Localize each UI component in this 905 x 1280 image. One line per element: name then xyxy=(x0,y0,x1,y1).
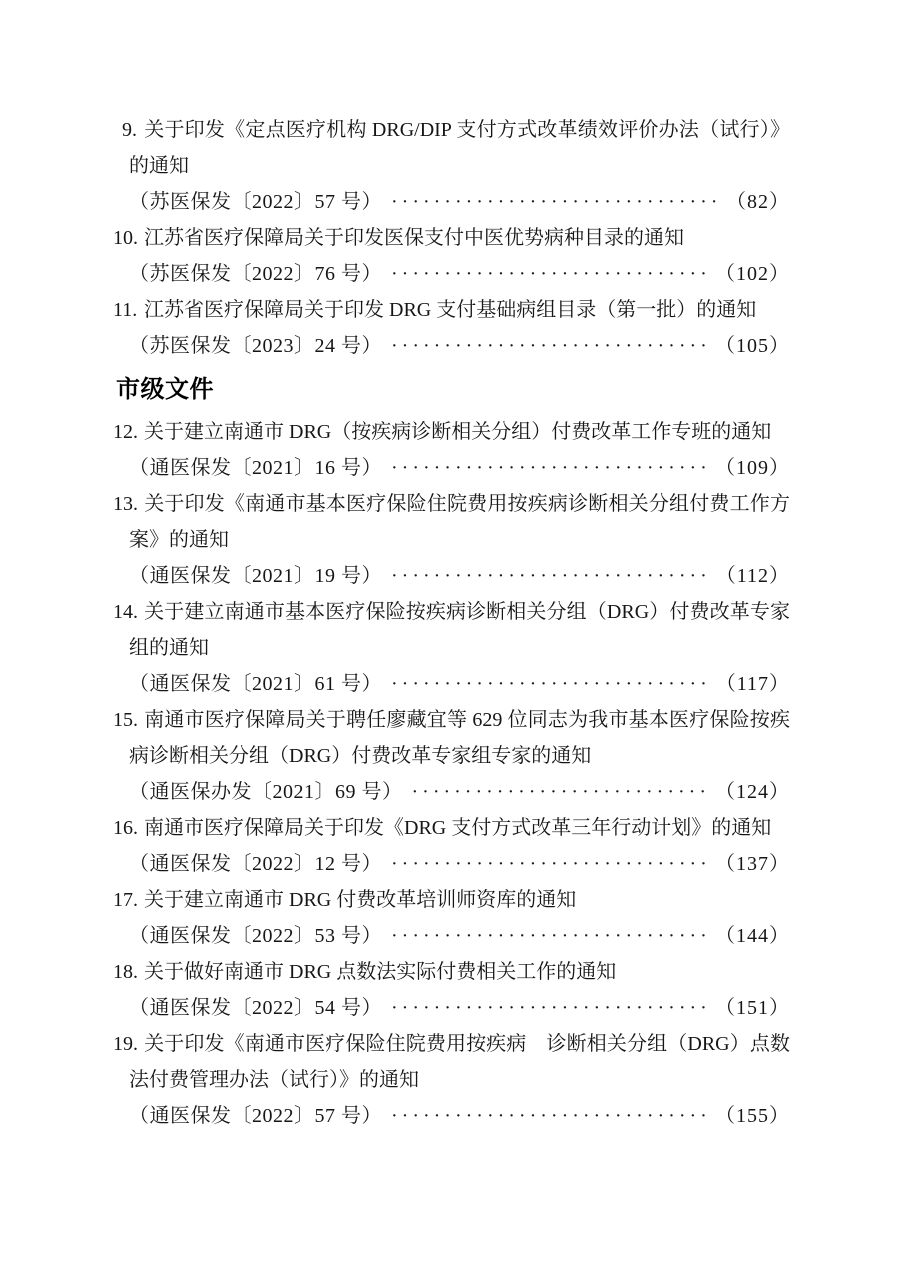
toc-entry-title xyxy=(113,1026,790,1098)
dot-leader xyxy=(391,450,705,486)
toc-entry xyxy=(113,220,790,292)
dot-leader xyxy=(412,774,706,810)
dot-leader xyxy=(391,666,706,702)
toc-entry xyxy=(113,882,790,954)
toc-entry-number: 19. xyxy=(113,1033,138,1055)
toc-entry-ref-line xyxy=(113,990,790,1026)
toc-entry xyxy=(113,594,790,702)
dot-leader xyxy=(391,184,716,220)
section-heading-city-documents: 市级文件 xyxy=(116,376,214,403)
toc-entry-title-text: 关于建立南通市 DRG 付费改革培训师资库的通知 xyxy=(144,889,577,911)
toc-entry-title xyxy=(113,112,790,184)
toc-entry-page-number: （117） xyxy=(715,673,790,695)
toc-entry-title xyxy=(113,882,790,918)
toc-entry-title xyxy=(113,954,790,990)
toc-entry-page-number: （109） xyxy=(715,457,790,479)
toc-entry-title-text: 关于印发《南通市医疗保险住院费用按疾病 诊断相关分组（DRG）点数法付费管理办法（试行）》的通知 xyxy=(129,1033,790,1091)
dot-leader xyxy=(391,846,705,882)
toc-entry-doc-number: （通医保办发〔2021〕69 号） xyxy=(129,781,403,803)
toc-entry-number: 11. xyxy=(113,299,138,321)
toc-entry-title-text: 江苏省医疗保障局关于印发 DRG 支付基础病组目录（第一批）的通知 xyxy=(144,299,757,321)
toc-entry-page-number: （124） xyxy=(715,781,790,803)
toc-entry-title xyxy=(113,414,790,450)
toc-entry-number: 17. xyxy=(113,889,138,911)
toc-entry-number: 13. xyxy=(113,493,138,515)
toc-entry-title-text: 关于做好南通市 DRG 点数法实际付费相关工作的通知 xyxy=(144,961,617,983)
toc-entry-title-text: 关于印发《南通市基本医疗保险住院费用按疾病诊断相关分组付费工作方案》的通知 xyxy=(129,493,790,551)
toc-entry-title xyxy=(113,486,790,558)
toc-entry-page-number: （144） xyxy=(715,925,790,947)
toc-entry-ref-line xyxy=(113,256,790,292)
toc-entry-doc-number: （通医保发〔2022〕53 号） xyxy=(129,925,382,947)
toc-entry-doc-number: （通医保发〔2021〕19 号） xyxy=(129,565,382,587)
toc-entry-number: 15. xyxy=(113,709,138,731)
toc-entry-ref-line xyxy=(113,666,790,702)
toc-entry-ref-line xyxy=(113,328,790,364)
toc-entry-ref-line xyxy=(113,184,790,220)
toc-entry-title xyxy=(113,702,790,774)
toc-entry-number: 9. xyxy=(122,119,137,141)
toc-entry-ref-line xyxy=(113,846,790,882)
toc-entry xyxy=(113,414,790,486)
toc-entry-title-text: 关于建立南通市基本医疗保险按疾病诊断相关分组（DRG）付费改革专家组的通知 xyxy=(129,601,790,659)
toc-entry xyxy=(113,292,790,364)
toc-entry-page-number: （112） xyxy=(715,565,790,587)
toc-entry-doc-number: （通医保发〔2022〕12 号） xyxy=(129,853,382,875)
toc-entry-title-text: 关于印发《定点医疗机构 DRG/DIP 支付方式改革绩效评价办法（试行）》的通知 xyxy=(129,119,790,177)
toc-entry-title xyxy=(113,292,790,328)
dot-leader xyxy=(391,990,705,1026)
toc-entry-page-number: （82） xyxy=(726,191,790,213)
toc-entry-ref-line xyxy=(113,774,790,810)
toc-entry-title-text: 南通市医疗保障局关于印发《DRG 支付方式改革三年行动计划》的通知 xyxy=(144,817,772,839)
toc-entry-number: 12. xyxy=(113,421,138,443)
toc-entry-doc-number: （通医保发〔2021〕61 号） xyxy=(129,673,382,695)
toc-entry-page-number: （105） xyxy=(715,335,790,357)
toc-entry xyxy=(113,702,790,810)
toc-entry-doc-number: （苏医保发〔2023〕24 号） xyxy=(129,335,382,357)
toc-entry-title-text: 江苏省医疗保障局关于印发医保支付中医优势病种目录的通知 xyxy=(144,227,684,249)
toc-entry xyxy=(113,1026,790,1134)
dot-leader xyxy=(391,328,705,364)
dot-leader xyxy=(391,256,705,292)
toc-entry-doc-number: （通医保发〔2022〕57 号） xyxy=(129,1105,382,1127)
toc-entry-page-number: （155） xyxy=(715,1105,790,1127)
toc-entry-doc-number: （苏医保发〔2022〕57 号） xyxy=(129,191,382,213)
toc-entry-title xyxy=(113,594,790,666)
toc-entry-ref-line xyxy=(113,558,790,594)
toc-entry-title-text: 关于建立南通市 DRG（按疾病诊断相关分组）付费改革工作专班的通知 xyxy=(144,421,772,443)
toc-entry-ref-line xyxy=(113,450,790,486)
toc-entry xyxy=(113,810,790,882)
toc-entry-doc-number: （通医保发〔2022〕54 号） xyxy=(129,997,382,1019)
toc-entry-title-text: 南通市医疗保障局关于聘任廖藏宜等 629 位同志为我市基本医疗保险按疾病诊断相关分组（DRG）付费改革专家组专家的通知 xyxy=(129,709,790,767)
dot-leader xyxy=(391,918,705,954)
toc-entry-number: 18. xyxy=(113,961,138,983)
toc-entry-ref-line xyxy=(113,1098,790,1134)
toc-entry-title xyxy=(113,220,790,256)
dot-leader xyxy=(391,1098,705,1134)
toc-entry-doc-number: （苏医保发〔2022〕76 号） xyxy=(129,263,382,285)
toc-entry xyxy=(113,954,790,1026)
toc-entry-number: 14. xyxy=(113,601,138,623)
toc-entry-doc-number: （通医保发〔2021〕16 号） xyxy=(129,457,382,479)
toc-entry-ref-line xyxy=(113,918,790,954)
toc-entry xyxy=(113,112,790,220)
dot-leader xyxy=(391,558,706,594)
toc-entry xyxy=(113,486,790,594)
toc-entry-number: 10. xyxy=(113,227,138,249)
toc-entry-title xyxy=(113,810,790,846)
toc-entry-page-number: （102） xyxy=(715,263,790,285)
toc-entry-page-number: （151） xyxy=(715,997,790,1019)
toc-entry-page-number: （137） xyxy=(715,853,790,875)
toc-entry-number: 16. xyxy=(113,817,138,839)
